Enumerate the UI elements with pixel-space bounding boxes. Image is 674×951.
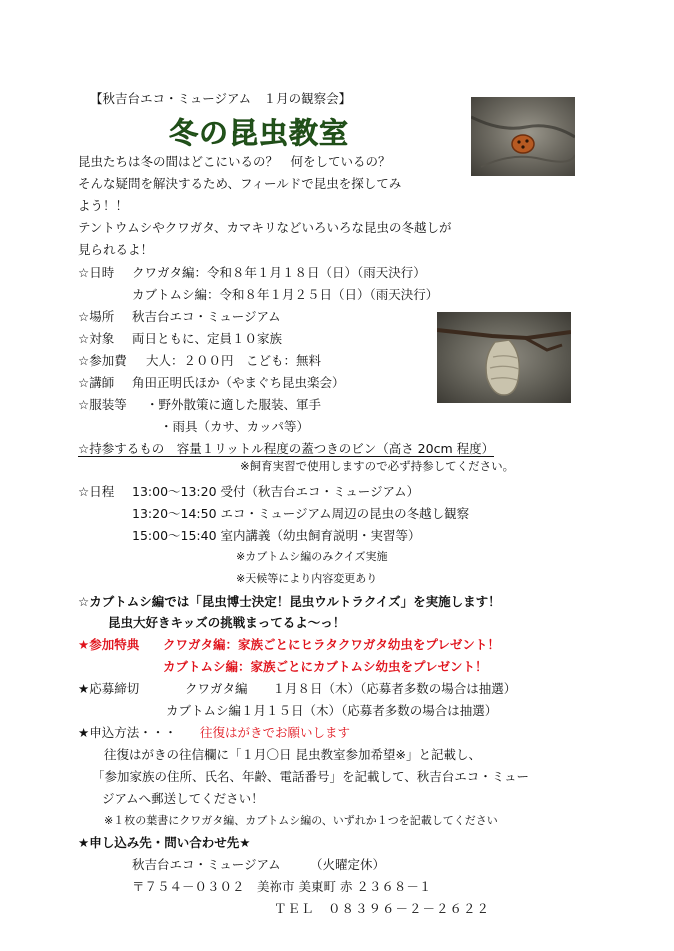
deadline-kuwagata: クワガタ編 １月８日（木）（応募者多数の場合は抽選） [185,681,517,696]
contact-closed: （火曜定休） [310,857,386,872]
schedule-label: ☆日程 [78,484,115,499]
place-value: 秋吉台エコ・ミュージアム [132,309,281,324]
page-title: 冬の昆虫教室 [169,116,350,150]
schedule-note-2: ※天候等により内容変更あり [236,572,378,585]
deadline-label: ★応募締切 [78,681,140,696]
contact-label: ★申し込み先・問い合わせ先★ [78,835,251,850]
place-label: ☆場所 [78,309,115,324]
quiz-line-1: ☆カブトムシ編では「昆虫博士決定！昆虫ウルトラクイズ」を実施します！ [78,594,501,609]
bring-note: ※飼育実習で使用しますので必ず持参してください。 [240,459,515,473]
schedule-row-1: 13:00～13:20 受付（秋吉台エコ・ミュージアム） [132,484,420,499]
schedule-note-1: ※カブトムシ編のみクイズ実施 [236,550,388,563]
fee-label: ☆参加費 [78,353,127,368]
clothing-line-1: ・野外散策に適した服装、軍手 [146,397,322,412]
fee-value: 大人：２００円 こども：無料 [146,353,322,368]
bonus-label: ★参加特典 [78,637,140,652]
clothing-label: ☆服装等 [78,397,127,412]
target-value: 両日ともに、定員１０家族 [132,331,283,346]
intro-line-2: そんな疑問を解決するため、フィールドで昆虫を探してみ [78,176,402,191]
contact-name: 秋吉台エコ・ミュージアム [132,857,281,872]
apply-line-1: 往復はがきの往信欄に「１月〇日 昆虫教室参加希望※」と記載し、 [104,747,481,762]
apply-label: ★申込方法・・・ [78,725,177,740]
lecturer-value: 角田正明氏ほか（やまぐち昆虫楽会） [132,375,345,390]
date-kabutomushi: カブトムシ編：令和８年１月２５日（日）（雨天決行） [132,287,439,302]
date-kuwagata: クワガタ編：令和８年１月１８日（日）（雨天決行） [132,265,426,280]
bring-item-text: ☆持参するもの 容量１リットル程度の蓋つきのビン（高さ 20cm 程度） [78,441,495,456]
date-label: ☆日時 [78,265,115,280]
intro-line-3: よう！！ [78,198,129,213]
ladybug-photo [471,97,575,176]
bonus-kabutomushi: カブトムシ編：家族ごとにカブトムシ幼虫をプレゼント！ [163,659,488,674]
clothing-line-2: ・雨具（カサ、カッパ等） [160,419,310,434]
intro-line-5: 見られるよ！ [78,242,154,257]
bonus-kuwagata: クワガタ編：家族ごとにヒラタクワガタ幼虫をプレゼント！ [163,637,500,652]
intro-line-1: 昆虫たちは冬の間はどこにいるの？ 何をしているの？ [78,154,391,169]
schedule-row-2: 13:20～14:50 エコ・ミュージアム周辺の昆虫の冬越し観察 [132,506,470,521]
cocoon-photo [437,312,571,403]
event-header: 【秋吉台エコ・ミュージアム １月の観察会】 [90,91,352,106]
apply-highlight: 往復はがきでお願いします [200,725,351,740]
schedule-row-3: 15:00～15:40 室内講義（幼虫飼育説明・実習等） [132,528,421,543]
deadline-kabutomushi: カブトムシ編１月１５日（木）（応募者多数の場合は抽選） [166,703,498,718]
apply-line-2: 「参加家族の住所、氏名、年齢、電話番号」を記載して、秋吉台エコ・ミュー [92,769,530,784]
intro-line-4: テントウムシやクワガタ、カマキリなどいろいろな昆虫の冬越しが [78,220,452,235]
contact-tel: ＴＥＬ ０８３９６－２－２６２２ [274,901,491,916]
contact-address: 〒７５４－０３０２ 美祢市 美東町 赤 ２３６８－１ [132,879,432,894]
bring-item [78,441,494,457]
apply-line-3: ジアムへ郵送してください！ [102,791,264,806]
lecturer-label: ☆講師 [78,375,115,390]
target-label: ☆対象 [78,331,115,346]
apply-note: ※１枚の葉書にクワガタ編、カブトムシ編の、いずれか１つを記載してください [104,814,498,827]
quiz-line-2: 昆虫大好きキッズの挑戦まってるよ～っ！ [108,615,346,630]
